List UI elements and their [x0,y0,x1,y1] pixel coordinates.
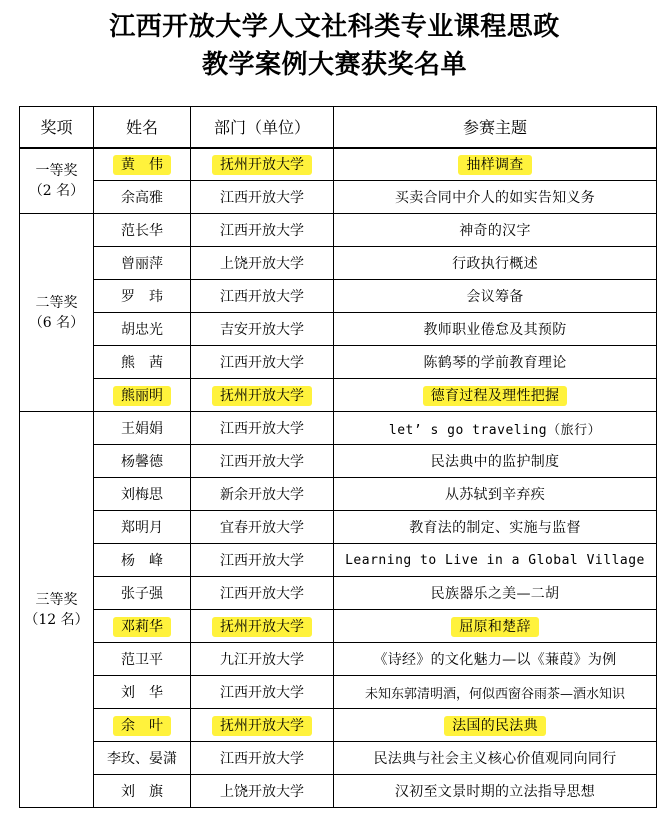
topic-cell [334,412,657,445]
winner-unit: 新余开放大学 [220,487,304,503]
topic-cell [334,247,657,280]
winner-unit: 上饶开放大学 [220,256,304,272]
table-row [20,610,657,643]
topic-cell [334,544,657,577]
winner-unit: 九江开放大学 [220,652,304,668]
winner-name: 熊丽明 [113,386,171,406]
name-cell [94,775,191,808]
winner-name: 刘梅思 [121,487,163,503]
winner-topic: 教育法的制定、实施与监督 [409,520,581,536]
table-row [20,313,657,346]
name-cell [94,412,191,445]
topic-cell [334,346,657,379]
winner-topic: 教师职业倦怠及其预防 [423,322,567,338]
table-row [20,511,657,544]
award-level: 二等奖 [35,294,78,311]
winner-name: 刘 旗 [121,784,163,800]
topic-cell [334,742,657,775]
table-row [20,214,657,247]
name-cell [94,346,191,379]
table-row [20,247,657,280]
unit-cell [191,346,334,379]
award-count: （12 名） [24,611,89,628]
unit-cell [191,313,334,346]
unit-cell [191,577,334,610]
topic-cell [334,280,657,313]
unit-cell [191,214,334,247]
winner-unit: 江西开放大学 [220,454,304,470]
unit-cell [191,181,334,214]
unit-cell [191,247,334,280]
table-body [20,148,657,808]
topic-cell [334,148,657,181]
table-row [20,775,657,808]
unit-cell [191,742,334,775]
name-cell [94,577,191,610]
name-cell [94,379,191,412]
winner-unit: 江西开放大学 [220,685,304,701]
topic-cell [334,577,657,610]
topic-cell [334,379,657,412]
document-title-line1: 江西开放大学人文社科类专业课程思政 [109,12,560,42]
winner-name: 余 叶 [113,716,171,736]
topic-cell [334,181,657,214]
winner-name: 张子强 [121,586,163,602]
winner-unit: 江西开放大学 [220,553,304,569]
winner-topic: 神奇的汉字 [459,223,531,239]
topic-cell [334,511,657,544]
unit-cell [191,478,334,511]
name-cell [94,181,191,214]
winner-topic: 抽样调查 [458,155,531,175]
unit-cell [191,610,334,643]
name-cell [94,544,191,577]
winner-topic: 陈鹤琴的学前教育理论 [423,355,567,371]
unit-cell [191,709,334,742]
winner-name: 杨 峰 [121,553,163,569]
header-name: 姓名 [94,107,191,148]
winner-name: 王娟娟 [121,421,163,437]
name-cell [94,610,191,643]
name-cell [94,742,191,775]
table-row [20,544,657,577]
winner-name: 邓莉华 [113,617,171,637]
name-cell [94,214,191,247]
topic-cell [334,676,657,709]
topic-cell [334,775,657,808]
winner-topic: 德育过程及理性把握 [423,386,568,406]
winner-unit: 江西开放大学 [220,223,304,239]
unit-cell [191,676,334,709]
awards-table [19,106,657,808]
winner-name: 范长华 [121,223,163,239]
name-cell [94,511,191,544]
name-cell [94,445,191,478]
winner-unit: 抚州开放大学 [212,716,312,736]
winner-name: 刘 华 [121,685,163,701]
winner-unit: 抚州开放大学 [212,617,312,637]
table-row [20,709,657,742]
winner-topic: 屈原和楚辞 [451,617,539,637]
winner-topic: 会议筹备 [466,289,524,305]
winner-unit: 江西开放大学 [220,289,304,305]
award-level: 三等奖 [35,591,78,608]
unit-cell [191,379,334,412]
winner-unit: 江西开放大学 [220,421,304,437]
winner-unit: 吉安开放大学 [220,322,304,338]
winner-name: 胡忠光 [121,322,163,338]
unit-cell [191,148,334,181]
winner-name: 李玫、晏潇 [107,751,177,767]
topic-cell [334,214,657,247]
unit-cell [191,511,334,544]
name-cell [94,280,191,313]
award-count: （6 名） [28,314,85,331]
header-topic: 参赛主题 [334,107,657,148]
award-level-cell [20,148,94,214]
winner-topic: let’ s go traveling（旅行） [388,422,602,438]
winner-topic: 法国的民法典 [444,716,546,736]
unit-cell [191,775,334,808]
unit-cell [191,412,334,445]
table-row [20,379,657,412]
winner-topic: 《诗经》的文化魅力—以《蒹葭》为例 [373,652,617,668]
table-row [20,148,657,181]
name-cell [94,313,191,346]
winner-unit: 抚州开放大学 [212,386,312,406]
table-header-row [20,107,657,148]
topic-cell [334,445,657,478]
table-row [20,478,657,511]
winner-topic: 民法典与社会主义核心价值观同向同行 [373,751,617,767]
unit-cell [191,643,334,676]
winner-topic: 民法典中的监护制度 [430,454,560,470]
name-cell [94,478,191,511]
award-level-cell [20,412,94,808]
winner-topic: Learning to Live in a Global Village [345,552,645,568]
table-row [20,742,657,775]
topic-cell [334,709,657,742]
winner-unit: 江西开放大学 [220,355,304,371]
table-row [20,346,657,379]
table-row [20,280,657,313]
winner-topic: 从苏轼到辛弃疾 [444,487,546,503]
award-level-cell [20,214,94,412]
winner-name: 范卫平 [121,652,163,668]
document-title-line2: 教学案例大赛获奖名单 [201,50,467,80]
unit-cell [191,280,334,313]
award-level: 一等奖 [35,162,78,179]
topic-cell [334,643,657,676]
winner-unit: 上饶开放大学 [220,784,304,800]
winner-name: 熊 茜 [121,355,163,371]
winner-topic: 民族器乐之美—二胡 [430,586,560,602]
table-row [20,577,657,610]
table-row [20,445,657,478]
winner-name: 曾丽萍 [121,256,163,272]
winner-topic: 买卖合同中介人的如实告知义务 [394,190,596,206]
header-award: 奖项 [20,107,94,148]
name-cell [94,676,191,709]
award-count: （2 名） [28,182,85,199]
topic-cell [334,610,657,643]
topic-cell [334,478,657,511]
winner-unit: 宜春开放大学 [220,520,304,536]
topic-cell [334,313,657,346]
unit-cell [191,445,334,478]
winner-unit: 抚州开放大学 [212,155,312,175]
winner-name: 黄 伟 [113,155,171,175]
table-row [20,643,657,676]
name-cell [94,247,191,280]
winner-unit: 江西开放大学 [220,190,304,206]
table-row [20,412,657,445]
table-row [20,181,657,214]
winner-name: 郑明月 [121,520,163,536]
winner-name: 杨馨德 [121,454,163,470]
table-row [20,676,657,709]
winner-topic: 行政执行概述 [452,256,538,272]
name-cell [94,709,191,742]
winner-unit: 江西开放大学 [220,586,304,602]
winner-unit: 江西开放大学 [220,751,304,767]
name-cell [94,148,191,181]
winner-name: 罗 玮 [121,289,163,305]
winner-name: 余高雅 [121,190,163,206]
winner-topic: 未知东郭清明酒，何似西窗谷雨茶—酒水知识 [364,686,625,702]
header-unit: 部门（单位） [191,107,334,148]
name-cell [94,643,191,676]
unit-cell [191,544,334,577]
winner-topic: 汉初至文景时期的立法指导思想 [394,784,596,800]
